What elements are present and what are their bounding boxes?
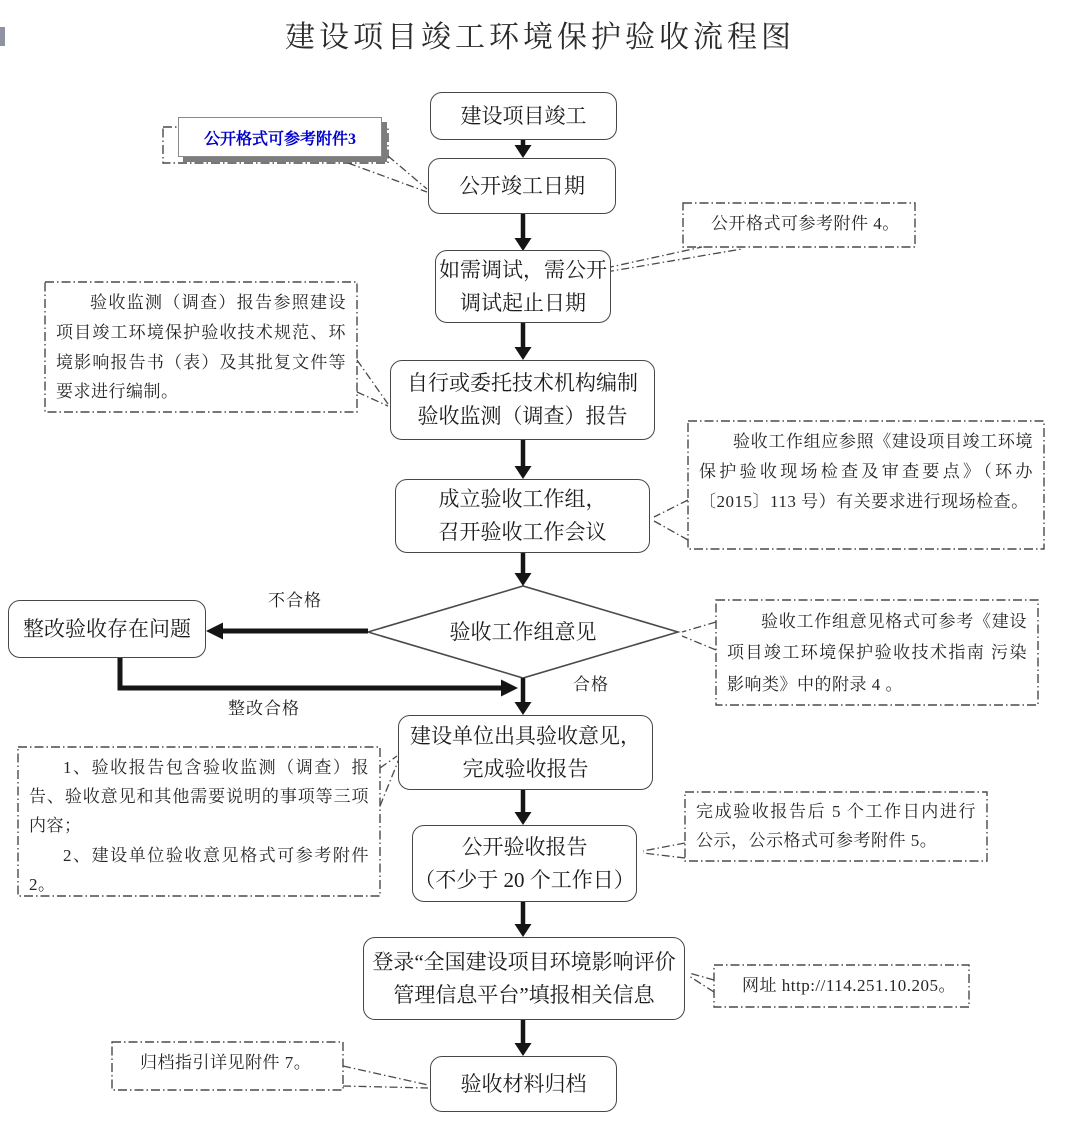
rectified-return-arrow	[120, 656, 518, 697]
flow-node-issue-opinion-line2: 完成验收报告	[462, 756, 589, 781]
flow-node-issue-opinion-line1: 建设单位出具验收意见，	[410, 723, 641, 748]
flow-node-workgroup	[395, 479, 650, 553]
decision-diamond-label: 验收工作组意见	[449, 620, 597, 644]
flow-node-rectify-label: 整改验收存在问题	[23, 616, 191, 641]
fail-branch-arrow	[206, 623, 368, 640]
flow-node-completion-label: 建设项目竣工	[460, 103, 587, 128]
annotation-website-note	[714, 965, 969, 1007]
annotation-archive-note-text: 归档指引详见附件 7。	[140, 1053, 312, 1072]
annotation-opinion-format-note	[716, 600, 1038, 705]
annotation-website-note-text: 网址 http://114.251.10.205。	[742, 976, 956, 995]
annotation-attachment3-text: 公开格式可参考附件3	[203, 130, 356, 148]
flow-node-publish-report-line2: （不少于 20 个工作日）	[414, 867, 635, 892]
annotation-attachment4-text: 公开格式可参考附件 4。	[711, 214, 900, 233]
flow-node-publish-date-label: 公开竣工日期	[459, 173, 585, 198]
annotation-archive-note	[112, 1042, 343, 1090]
flow-node-publish-report-line1: 公开验收报告	[461, 834, 588, 859]
flow-node-prepare-report-line2: 验收监测（调查）报告	[417, 404, 628, 428]
flow-node-issue-opinion	[398, 715, 653, 790]
annotation-report-note-item2: 2、建设单位验收意见格式可参考附件 2。	[29, 845, 369, 894]
flow-node-publish-report	[412, 825, 637, 902]
flow-node-debug-line2: 调试起止日期	[460, 290, 586, 315]
flow-node-workgroup-line2: 召开验收工作会议	[438, 520, 607, 544]
flow-node-debug-line1: 如需调试，需公开	[439, 257, 607, 282]
flow-node-platform-line2: 管理信息平台”填报相关信息	[393, 982, 655, 1007]
flow-node-debug	[435, 250, 611, 323]
edge-label-fail: 不合格	[268, 591, 322, 610]
annotation-site-check-note-text: 验收工作组应参照《建设项目竣工环境保护验收现场检查及审查要点》（环办〔2015〕113 号）有关要求进行现场检查。	[699, 432, 1033, 511]
annotation-publicity-note	[685, 792, 987, 861]
annotation-attachment3	[178, 117, 382, 157]
edge-label-pass: 合格	[573, 675, 609, 694]
annotation-publicity-note-text: 完成验收报告后 5 个工作日内进行公示，公示格式可参考附件 5。	[696, 802, 976, 850]
page-title: 建设项目竣工环境保护验收流程图	[285, 21, 795, 54]
annotation-monitor-note	[45, 282, 357, 412]
annotation-monitor-note-text: 验收监测（调查）报告参照建设项目竣工环境保护验收技术规范、环境影响报告书（表）及其批复文件等要求进行编制。	[56, 293, 346, 402]
flow-node-rectify	[8, 600, 206, 658]
flow-node-archive-label: 验收材料归档	[460, 1071, 587, 1096]
annotation-report-contents-note	[18, 747, 380, 896]
flow-node-completion	[430, 92, 617, 140]
flow-node-platform-line1: 登录“全国建设项目环境影响评价	[372, 949, 676, 974]
flow-node-archive	[430, 1056, 617, 1112]
flow-node-platform	[363, 937, 685, 1020]
annotation-report-note-item1: 1、验收报告包含验收监测（调查）报告、验收意见和其他需要说明的事项等三项内容；	[29, 758, 369, 836]
flow-node-prepare-report-line1: 自行或委托技术机构编制	[407, 371, 638, 396]
scan-artifact	[0, 27, 5, 46]
annotation-attachment4	[683, 203, 915, 247]
edge-label-rectify-pass: 整改合格	[228, 699, 300, 718]
flow-node-publish-date	[428, 158, 616, 214]
annotation-site-check-note	[688, 421, 1044, 549]
flow-node-workgroup-line1: 成立验收工作组，	[438, 487, 607, 512]
flow-node-prepare-report	[390, 360, 655, 440]
annotation-opinion-format-note-text: 验收工作组意见格式可参考《建设项目竣工环境保护验收技术指南 污染影响类》中的附录 4 。	[727, 612, 1027, 694]
